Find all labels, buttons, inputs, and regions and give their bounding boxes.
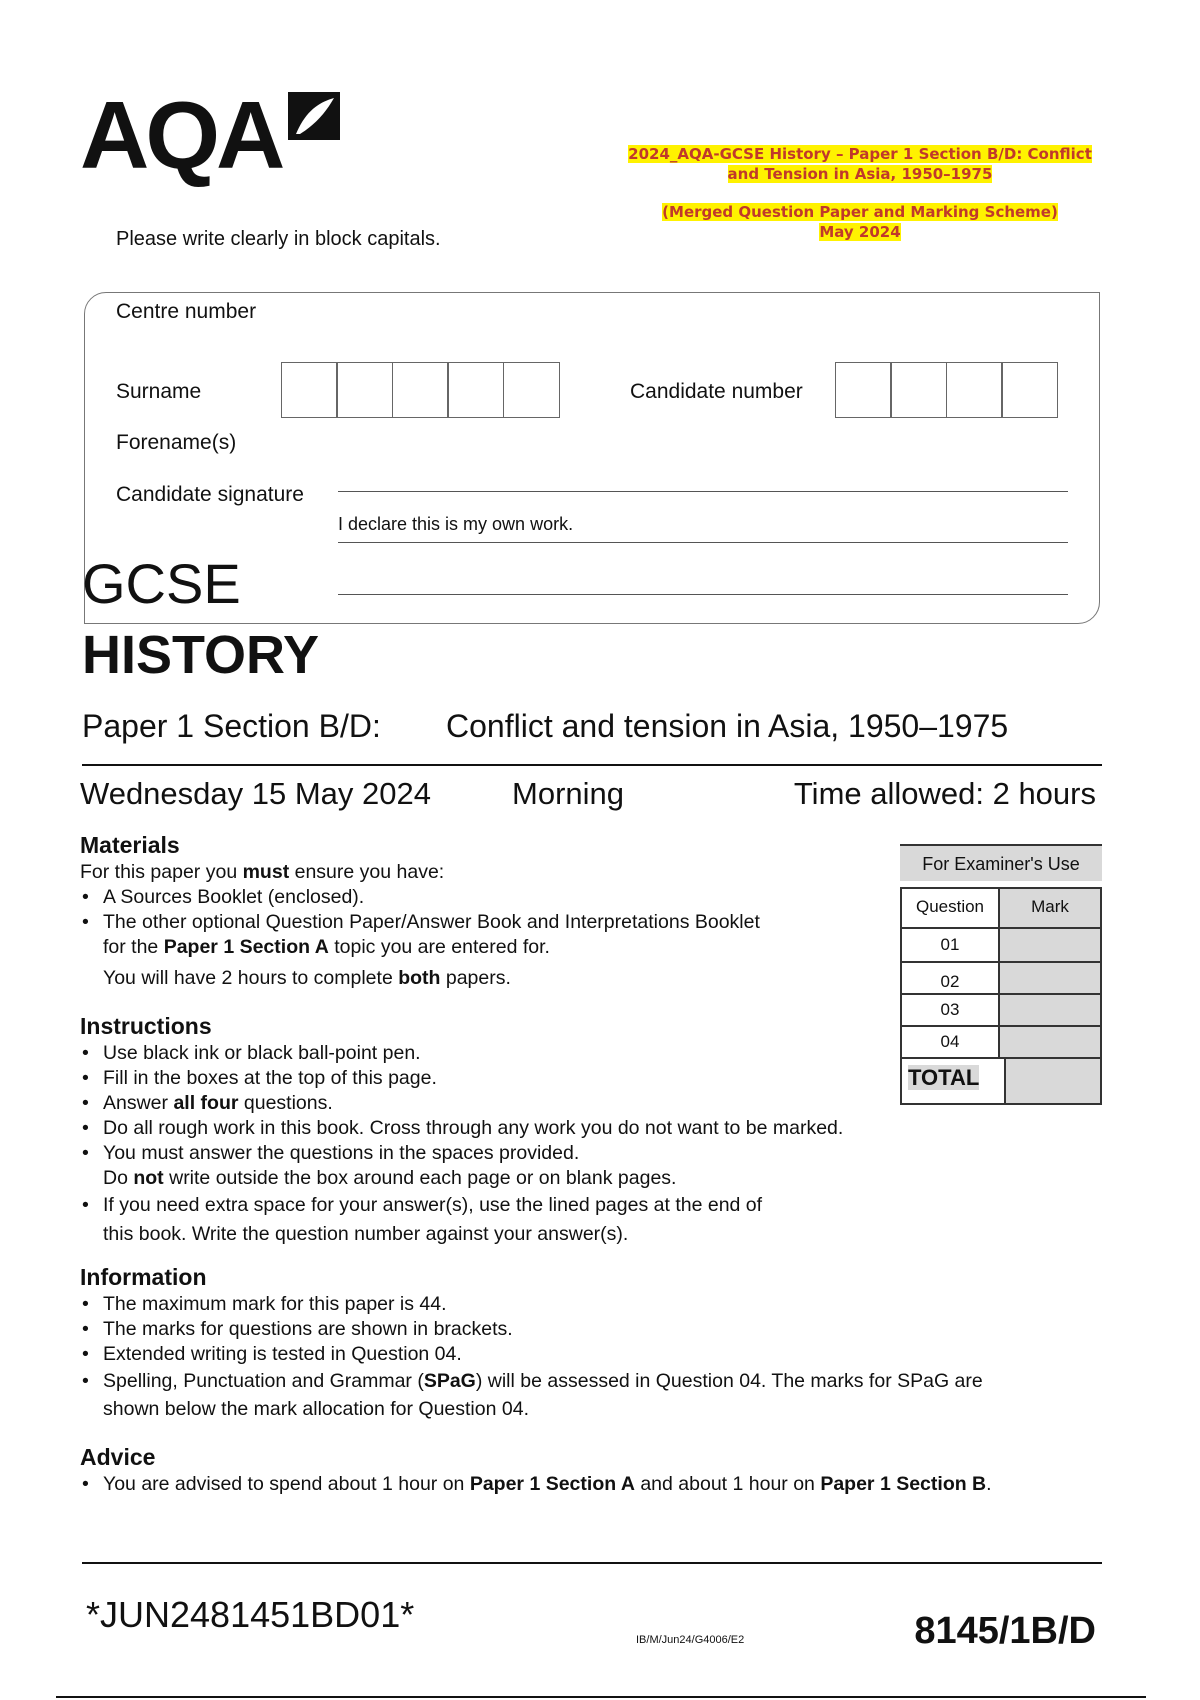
- footer-rule: [82, 1562, 1102, 1564]
- paper-label: Paper 1 Section B/D:: [82, 708, 381, 744]
- list-item: • The maximum mark for this paper is 44.: [80, 1292, 1080, 1317]
- reference-code: IB/M/Jun24/G4006/E2: [636, 1634, 745, 1646]
- question-number: 04: [902, 1027, 1000, 1059]
- digit-box[interactable]: [503, 362, 560, 418]
- list-item: • The marks for questions are shown in brackets.: [80, 1317, 1080, 1342]
- materials-intro: For this paper you must ensure you have:: [80, 861, 445, 883]
- header-note-line1: 2024_AQA-GCSE History – Paper 1 Section B/D: Conflict: [628, 145, 1092, 163]
- digit-box[interactable]: [281, 362, 338, 418]
- aqa-logo: AQA: [80, 82, 282, 189]
- list-item: • The other optional Question Paper/Answer Book and Interpretations Booklet for the Paper 1 Section A topic you are entered for.: [80, 910, 880, 960]
- divider-line: [338, 594, 1068, 595]
- question-number: 01: [902, 929, 1000, 963]
- centre-number-label: Centre number: [116, 300, 257, 323]
- candidate-number-boxes[interactable]: [836, 362, 1058, 418]
- qualification-title: GCSE: [82, 552, 241, 615]
- forenames-label: Forename(s): [116, 431, 237, 454]
- surname-label: Surname: [116, 380, 202, 403]
- exam-date: Wednesday 15 May 2024: [80, 776, 431, 811]
- instructions-section: [80, 1011, 980, 1249]
- mark-cell: [1000, 929, 1100, 963]
- materials-heading: Materials: [80, 832, 180, 858]
- question-number: 03: [902, 995, 1000, 1027]
- list-item: • Spelling, Punctuation and Grammar (SPaG) will be assessed in Question 04. The marks for SPaG are shown below the mark allocation for Question 04.: [80, 1367, 1080, 1423]
- mark-column-header: Mark: [1000, 889, 1100, 929]
- information-heading: Information: [80, 1264, 207, 1290]
- digit-box[interactable]: [1001, 362, 1058, 418]
- question-column-header: Question: [902, 889, 1000, 929]
- list-item: • You are advised to spend about 1 hour on Paper 1 Section A and about 1 hour on Paper 1 Section B.: [80, 1472, 1120, 1497]
- aqa-logo-mark-icon: [286, 90, 342, 142]
- mark-cell: [1000, 1027, 1100, 1059]
- list-item: • A Sources Booklet (enclosed).: [80, 885, 880, 910]
- digit-box[interactable]: [946, 362, 1003, 418]
- digit-box[interactable]: [835, 362, 892, 418]
- list-item: • Do all rough work in this book. Cross through any work you do not want to be marked.: [80, 1116, 980, 1141]
- signature-line[interactable]: [338, 491, 1068, 492]
- time-allowed: Time allowed: 2 hours: [793, 776, 1096, 811]
- list-item: • If you need extra space for your answer(s), use the lined pages at the end of this book. Write the question number against your answer(s).: [80, 1191, 980, 1249]
- title-rule: [82, 764, 1102, 766]
- digit-box[interactable]: [447, 362, 504, 418]
- digit-box[interactable]: [392, 362, 449, 418]
- digit-box[interactable]: [336, 362, 393, 418]
- question-number: 02: [902, 963, 1000, 995]
- examiner-use-table: [900, 844, 1102, 1105]
- exam-session: Morning: [512, 776, 624, 811]
- materials-note: You will have 2 hours to complete both papers.: [103, 967, 511, 989]
- header-note: [620, 144, 1100, 242]
- paper-code: 8145/1B/D: [914, 1610, 1096, 1652]
- digit-box[interactable]: [890, 362, 947, 418]
- header-note-line2: and Tension in Asia, 1950–1975: [727, 165, 993, 183]
- page-bottom-rule: [56, 1696, 1146, 1698]
- advice-section: [80, 1442, 1120, 1497]
- subject-title: HISTORY: [82, 625, 320, 685]
- centre-number-boxes[interactable]: [282, 362, 560, 418]
- block-capitals-instruction: Please write clearly in block capitals.: [116, 228, 441, 250]
- header-note-line4: May 2024: [819, 223, 901, 241]
- materials-section: [80, 830, 880, 991]
- information-section: [80, 1262, 1080, 1423]
- mark-cell: [1000, 995, 1100, 1027]
- signature-label: Candidate signature: [116, 483, 304, 506]
- list-item: • Extended writing is tested in Question 04.: [80, 1342, 1080, 1367]
- instructions-heading: Instructions: [80, 1013, 212, 1039]
- list-item: • You must answer the questions in the spaces provided. Do not write outside the box around each page or on blank pages.: [80, 1141, 980, 1191]
- list-item: • Answer all four questions.: [80, 1091, 980, 1116]
- total-mark-cell: [1006, 1059, 1100, 1103]
- advice-heading: Advice: [80, 1444, 156, 1470]
- paper-title: Conflict and tension in Asia, 1950–1975: [446, 708, 1009, 744]
- list-item: • Fill in the boxes at the top of this page.: [80, 1066, 980, 1091]
- barcode-text: *JUN2481451BD01*: [86, 1594, 415, 1635]
- mark-cell: [1000, 963, 1100, 995]
- list-item: • Use black ink or black ball-point pen.: [80, 1041, 980, 1066]
- header-note-line3: (Merged Question Paper and Marking Scheme): [662, 203, 1058, 221]
- examiner-table-title: For Examiner's Use: [900, 844, 1102, 881]
- total-label: TOTAL: [902, 1059, 1006, 1103]
- declaration-text: I declare this is my own work.: [338, 514, 574, 534]
- candidate-number-label: Candidate number: [630, 380, 803, 403]
- divider-line: [338, 542, 1068, 543]
